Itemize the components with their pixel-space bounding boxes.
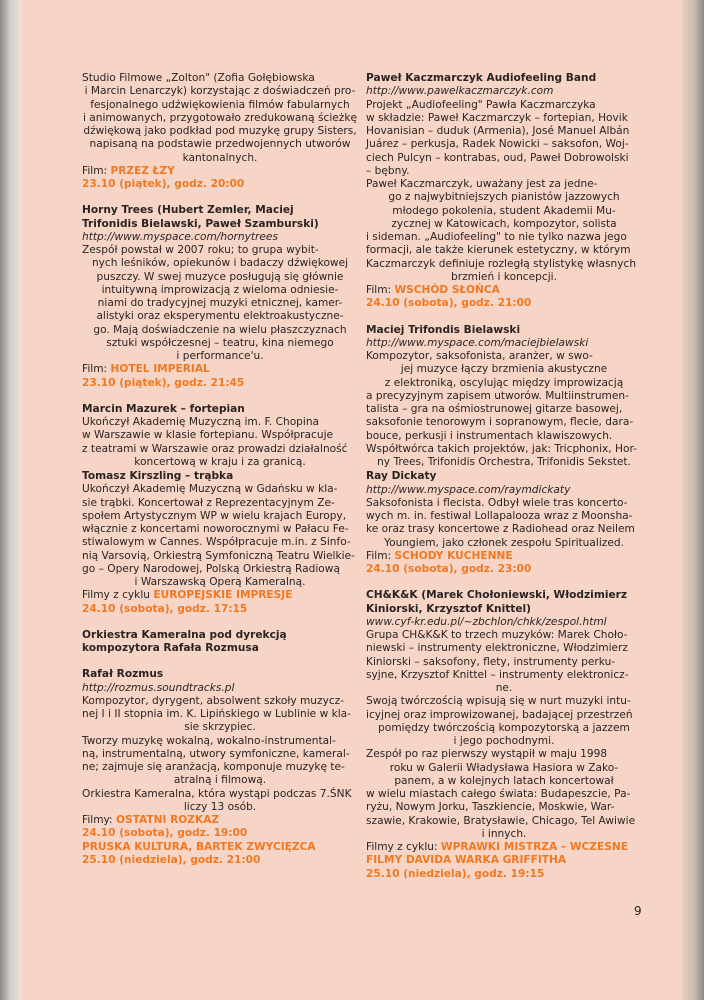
audiofeeling-entry [366, 72, 642, 311]
text-line: nią Varsovią, Orkiestrą Symfoniczną Teatru Wielkie- [82, 549, 355, 562]
film-label: Filmy z cyklu: [366, 841, 441, 853]
text-line: ną, instrumentalną, utwory symfoniczne, kameral- [82, 747, 350, 760]
text-line: i performance'u. [176, 350, 264, 362]
text-line: i jego pochodnymi. [453, 735, 555, 747]
page-edge [682, 0, 704, 1000]
website-url: http://www.myspace.com/maciejbielawski [366, 336, 589, 349]
text-line: włącznie z koncertami noworocznymi w Pałacu Fe- [82, 523, 349, 535]
text-line: ny Trees, Trifonidis Orchestra, Trifonidis Sekstet. [377, 456, 631, 468]
film-title: FILMY DAVIDA WARKA GRIFFITHA [366, 854, 567, 867]
text-line: Ukończył Akademię Muzyczną im. F. Chopina [82, 416, 320, 428]
text-line: zycznej w Katowicach, kompozytor, solista [391, 217, 617, 230]
text-line: Zespół po raz pierwszy wystąpił w maju 1998 [366, 748, 608, 761]
text-line: Youngiem, jako członek zespołu Spiritualized. [384, 536, 624, 549]
text-line: Saksofonista i flecista. Odbył wiele tras koncerto- [366, 496, 628, 509]
text-line: panem, a w kolejnych latach koncertował [394, 774, 614, 787]
film-title: EUROPEJSKIE IMPRESJE [153, 589, 293, 602]
text-line: Hovanisian – duduk (Armenia), José Manuel Albán [366, 125, 630, 137]
right-column [366, 72, 642, 894]
text-line: Grupa CH&K&K to trzech muzyków: Marek Choło- [366, 629, 628, 641]
text-line: nej I i II stopnia im. K. Lipińskiego w Lublinie w kla- [82, 708, 351, 720]
film-label: Filmy z cyklu [82, 589, 154, 602]
text-line: alistyki oraz eksperymentu elektroakustyczne- [96, 310, 344, 323]
text-line: Kiniorski – saksofony, flety, instrumenty perku- [366, 655, 616, 668]
orchestra-title: Orkiestra Kameralna pod dyrekcją [82, 628, 287, 641]
text-line: icyjnej oraz improwizowanej, badającej przestrzeń [366, 708, 633, 721]
page-number: 9 [634, 904, 642, 918]
text-line: i Warszawską Operą Kameralną. [134, 576, 306, 588]
text-line: syjne, Krzysztof Knittel – instrumenty elektronicz- [366, 668, 629, 681]
film-title: WPRAWKI MISTRZA – WCZESNE [440, 841, 628, 853]
film-title: OSTATNI ROZKAZ [115, 814, 220, 826]
text-line: Studio Filmowe „Zolton" (Zofia Gołębiowska [82, 72, 315, 84]
text-line: sie skrzypiec. [184, 721, 256, 734]
text-line: sie trąbki. Koncertował z Reprezentacyjnym Ze- [82, 496, 335, 509]
film-line [82, 363, 358, 376]
screening-date: 25.10 (niedziela), godz. 21:00 [82, 853, 261, 866]
film-line [82, 814, 358, 827]
text-line: z elektroniką, oscylując między improwizacją [384, 376, 624, 389]
text-line: i innych. [481, 827, 527, 840]
text-line: brzmień i koncepcji. [451, 270, 557, 283]
text-line: pomiędzy twórczością kompozytorską a jazzem [378, 721, 630, 734]
text-line: Tworzy muzykę wokalną, wokalno-instrumental- [82, 734, 336, 747]
text-line: w wielu miastach całego świata: Budapeszcie, Pa- [366, 788, 631, 800]
text-line: z teatrami w Warszawie oraz prowadzi działalność [82, 442, 348, 455]
text-line: formacji, ale także kierunek estetyczny, w którym [366, 244, 631, 257]
text-line: Ukończył Akademię Muzyczną w Gdańsku w kla- [82, 483, 338, 496]
musician-name: Marcin Mazurek – fortepian [82, 402, 245, 415]
text-line: go. Mają doświadczenie na wielu płaszczyznach [93, 323, 347, 336]
text-line: i animowanych, przygotowało zredukowaną ścieżkę [82, 111, 358, 124]
website-url: http://www.pawelkaczmarczyk.com [366, 85, 554, 98]
band-name: Horny Trees (Hubert Zemler, Maciej [82, 204, 294, 217]
text-line: stiwalowym w Cannes. Współpracuje m.in. z Sinfo- [82, 536, 351, 549]
screening-date: 24.10 (sobota), godz. 19:00 [82, 827, 248, 840]
bielawski-entry [366, 324, 642, 470]
musician-name: Rafał Rozmus [82, 668, 164, 681]
band-members: Trifonidis Bielawski, Paweł Szamburski) [82, 217, 319, 230]
musician-name: Maciej Trifondis Bielawski [366, 323, 521, 336]
text-line: Swoją twórczością wpisują się w nurt muzyki intu- [366, 695, 631, 708]
text-line: szawie, Krakowie, Bratysławie, Chicago, Tel Awiwie [366, 814, 636, 827]
horny-trees-entry [82, 204, 358, 390]
text-line: saksofonie tenorowym i sopranowym, flecie, dara- [366, 416, 634, 429]
text-line: w Warszawie w klasie fortepianu. Współpracuje [82, 429, 334, 442]
text-line: niewski – instrumenty elektroniczne, Włodzimierz [366, 642, 628, 655]
text-line: sztuki współczesnej – teatru, kina niemego [106, 336, 334, 349]
text-line: ne. [495, 682, 513, 694]
text-line: Juárez – perkusja, Radek Nowicki – saksofon, Woj- [366, 138, 629, 151]
website-url: http://www.myspace.com/hornytrees [82, 230, 278, 243]
rozmus-entry [82, 668, 358, 867]
text-line: Projekt „Audiofeeling" Pawła Kaczmarczyka [366, 98, 596, 111]
text-line: atralną i filmową. [173, 774, 267, 787]
dickaty-entry [366, 470, 642, 576]
screening-date: 24.10 (sobota), godz. 17:15 [82, 602, 248, 615]
text-line: ciech Pulcyn – kontrabas, oud, Paweł Dobrowolski [366, 151, 629, 164]
text-line: napisaną na podstawie przedwojennych utworów [89, 138, 351, 151]
mazurek-entry [82, 403, 358, 469]
kirszling-entry [82, 470, 358, 616]
text-line: i Marcin Lenarczyk) korzystając z doświadczeń pro- [84, 85, 356, 98]
text-line: i sideman. „Audiofeeling" to nie tylko nazwa jego [366, 231, 627, 243]
film-line [366, 284, 642, 297]
text-line: dźwiękową jako podkład pod muzykę grupy Sisters, [83, 125, 357, 137]
text-line: intuitywną improwizacją z wieloma odniesie- [101, 283, 339, 296]
text-line: puszczy. W swej muzyce posługują się głównie [96, 270, 344, 283]
film-line [82, 589, 358, 602]
screening-date: 23.10 (piątek), godz. 21:45 [82, 376, 245, 389]
website-url: http://rozmus.soundtracks.pl [82, 681, 235, 694]
text-line: Orkiestra Kameralna, która wystąpi podczas 7.ŚNK [82, 787, 352, 800]
film-label: Film: [82, 164, 111, 177]
film-line [366, 550, 642, 563]
text-line: wych m. in. festiwal Lollapalooza wraz z Moonsha- [366, 510, 633, 522]
text-line: – bębny. [366, 164, 410, 177]
film-line [82, 165, 358, 178]
film-title: HOTEL IMPERIAL [110, 363, 210, 376]
screening-date: 25.10 (niedziela), godz. 19:15 [366, 867, 545, 880]
film-label: Film: [366, 549, 395, 562]
screening-date: 24.10 (sobota), godz. 23:00 [366, 563, 532, 575]
website-url: www.cyf-kr.edu.pl/~zbchlon/chkk/zespol.html [366, 615, 607, 628]
text-line: ryżu, Nowym Jorku, Taszkiencie, Moskwie, War- [366, 801, 615, 814]
text-line: go – Opery Narodowej, Polską Orkiestrą Radiową [82, 562, 340, 575]
screening-date: 23.10 (piątek), godz. 20:00 [82, 178, 245, 190]
zolton-entry [82, 72, 358, 191]
text-line: ne; zajmuje się aranżacją, komponuje muzykę te- [82, 761, 345, 773]
text-line: młodego pokolenia, student Akademii Mu- [392, 204, 616, 217]
film-label: Filmy: [82, 814, 116, 826]
band-members: Kiniorski, Krzysztof Knittel) [366, 602, 531, 615]
text-line: ke oraz trasy koncertowe z Radiohead oraz Neilem [366, 523, 635, 536]
text-line: fesjonalnego udźwiękowienia filmów fabularnych [90, 98, 350, 111]
film-title: PRZEZ ŁZY [110, 164, 175, 177]
band-name: Paweł Kaczmarczyk Audiofeeling Band [366, 72, 597, 84]
text-line: Paweł Kaczmarczyk, uważany jest za jedne- [366, 178, 598, 190]
text-line: kantonalnych. [182, 151, 258, 164]
band-name: CH&K&K (Marek Chołoniewski, Włodzimierz [366, 589, 628, 602]
orchestra-title: kompozytora Rafała Rozmusa [82, 642, 259, 654]
text-line: a precyzyjnym zapisem utworów. Multiinstrumen- [366, 389, 629, 402]
orchestra-heading [82, 629, 358, 656]
text-line: niami do tradycyjnej muzyki etnicznej, kamer- [97, 297, 343, 309]
screening-date: 24.10 (sobota), godz. 21:00 [366, 297, 532, 310]
text-line: Kaczmarczyk definiuje rozległą stylistykę własnych [366, 257, 637, 270]
text-line: Współtwórca takich projektów, jak: Tricphonix, Hor- [366, 442, 637, 455]
chkk-entry [366, 589, 642, 881]
brochure-page [22, 0, 682, 1000]
text-line: liczy 13 osób. [183, 800, 257, 813]
text-line: go z najwybitniejszych pianistów jazzowych [388, 191, 620, 204]
film-title: PRUSKA KULTURA, BARTEK ZWYCIĘZCA [82, 840, 316, 853]
film-title: WSCHÓD SŁOŃCA [394, 284, 500, 296]
musician-name: Ray Dickaty [366, 470, 437, 483]
text-line: nych leśników, opiekunów i badaczy dźwiękowej [91, 257, 349, 270]
text-line: roku w Galerii Władysława Hasiora w Zako- [389, 761, 619, 774]
text-line: talista – gra na ośmiostrunowej gitarze basowej, [366, 403, 623, 415]
text-line: bouce, perkusji i instrumentach klawiszowych. [366, 429, 613, 442]
left-column [82, 72, 358, 880]
text-line: społem Artystycznym WP w wielu krajach Europy, [82, 509, 347, 522]
film-title: SCHODY KUCHENNE [394, 549, 513, 562]
film-label: Film: [82, 363, 111, 376]
text-line: koncertową w kraju i za granicą. [134, 455, 306, 468]
musician-name: Tomasz Kirszling – trąbka [82, 470, 234, 482]
film-line [366, 841, 642, 854]
text-line: jej muzyce łączy brzmienia akustyczne [400, 363, 608, 376]
text-line: w składzie: Paweł Kaczmarczyk – fortepian, Hovik [366, 111, 628, 124]
film-label: Film: [366, 284, 395, 296]
text-line: Kompozytor, saksofonista, aranżer, w swo- [366, 350, 593, 362]
website-url: http://www.myspace.com/raymdickaty [366, 483, 571, 496]
text-line: Kompozytor, dyrygent, absolwent szkoły muzycz- [82, 694, 345, 707]
text-line: Zespół powstał w 2007 roku; to grupa wybit- [82, 244, 319, 256]
binding-spine [0, 0, 22, 1000]
